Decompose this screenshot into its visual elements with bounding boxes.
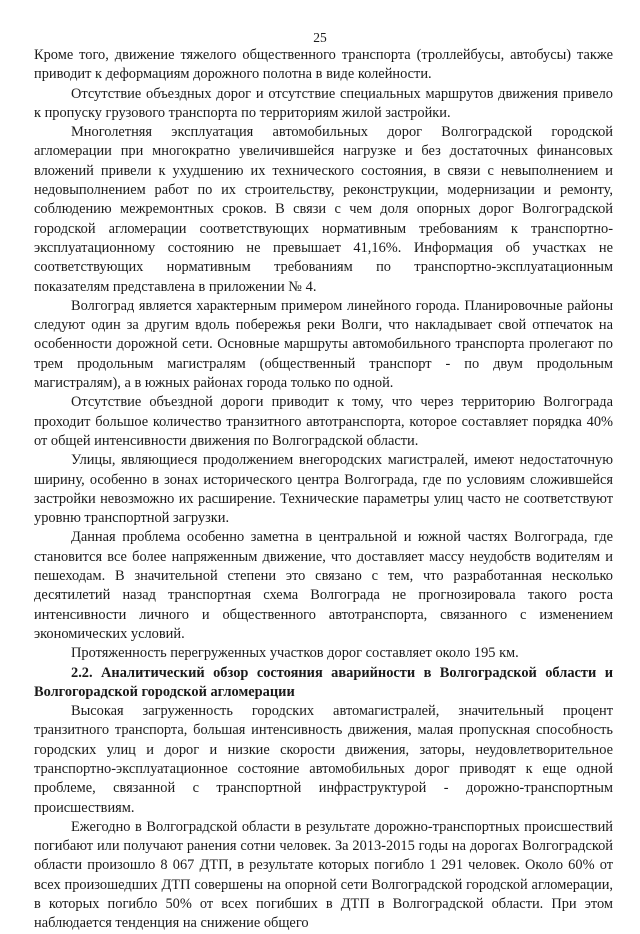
paragraph: Волгоград является характерным примером линейного города. Планировочные районы следуют один за другим вдоль побережья реки Волги, что накладывает свой отпечаток на особенности дорожной сети. Основные маршруты автомобильного транспорта пролегают по трем продольным магистралям (общественный транспорт - по двум продольным магистралям), а в южных районах города только по одной. xyxy=(34,297,613,392)
paragraph: Данная проблема особенно заметна в центральной и южной частях Волгограда, где становится все более напряженным движение, что доставляет массу неудобств водителям и пешеходам. В значительной степени это связано с тем, что разработанная несколько десятилетий назад транспортная схема Волгограда не прогнозировала такого роста интенсивности личного и общественного автотранспорта, связанного с изменением экономических условий. xyxy=(34,529,613,642)
paragraph: Кроме того, движение тяжелого общественного транспорта (троллейбусы, автобусы) также приводит к деформациям дорожного полотна в виде колейности. xyxy=(34,47,613,83)
page-number: 25 xyxy=(313,30,327,45)
paragraph: Высокая загруженность городских автомагистралей, значительный процент транзитного транспорта, большая интенсивность движения, малая пропускная способность городских улиц и дорог и низкие скорости движения, заторы, неудовлетворительное транспортно-эксплуатационное состояние автомобильных дорог приводят к еще одной проблеме, связанной с транспортной инфраструктурой - дорожно-транспортным происшествиям. xyxy=(34,703,613,816)
body-text xyxy=(34,46,613,934)
paragraph: Многолетняя эксплуатация автомобильных дорог Волгоградской городской агломерации при многократно увеличившейся нагрузке и без достаточных финансовых вложений привели к ухудшению их технического состояния, в связи с невыполнением и недовыполнением работ по их строительству, реконструкции, модернизации и ремонту, соблюдению межремонтных сроков. В связи с чем доля опорных дорог Волгоградской городской агломерации соответствующих нормативным требованиям к транспортно-эксплуатационному состоянию не превышает 41,16%. Информация об участках не соответствующих нормативным требованиям по транспортно-эксплуатационным показателям представлена в приложении № 4. xyxy=(34,124,613,295)
paragraph: Отсутствие объездных дорог и отсутствие специальных маршрутов движения привело к пропуску грузового транспорта по территориям жилой застройки. xyxy=(34,85,613,121)
paragraph: Ежегодно в Волгоградской области в результате дорожно-транспортных происшествий погибают или получают ранения сотни человек. За 2013-2015 годы на дорогах Волгоградской области произошло 8 067 ДТП, в результате которых погибло 1 291 человек. Около 60% от всех произошедших ДТП совершены на опорной сети Волгоградской городской агломерации, в которых погибло 50% от всех погибших в ДТП в Волгоградской области. При этом наблюдается тенденция на снижение общего xyxy=(34,818,613,932)
paragraph: Отсутствие объездной дороги приводит к тому, что через территорию Волгограда проходит большое количество транзитного автотранспорта, которое составляет порядка 40% от общей интенсивности движения по Волгоградской области. xyxy=(34,394,613,449)
section-heading: 2.2. Аналитический обзор состояния аварийности в Волгоградской области и Волгогорадской городской агломерации xyxy=(34,664,613,700)
paragraph: Протяженность перегруженных участков дорог составляет около 195 км. xyxy=(71,645,519,662)
paragraph: Улицы, являющиеся продолжением внегородских магистралей, имеют недостаточную ширину, особенно в зонах исторического центра Волгограда, где по условиям сложившейся застройки невозможно их расширение. Технические параметры улиц часто не соответствуют уровню транспортной загрузки. xyxy=(34,452,613,527)
